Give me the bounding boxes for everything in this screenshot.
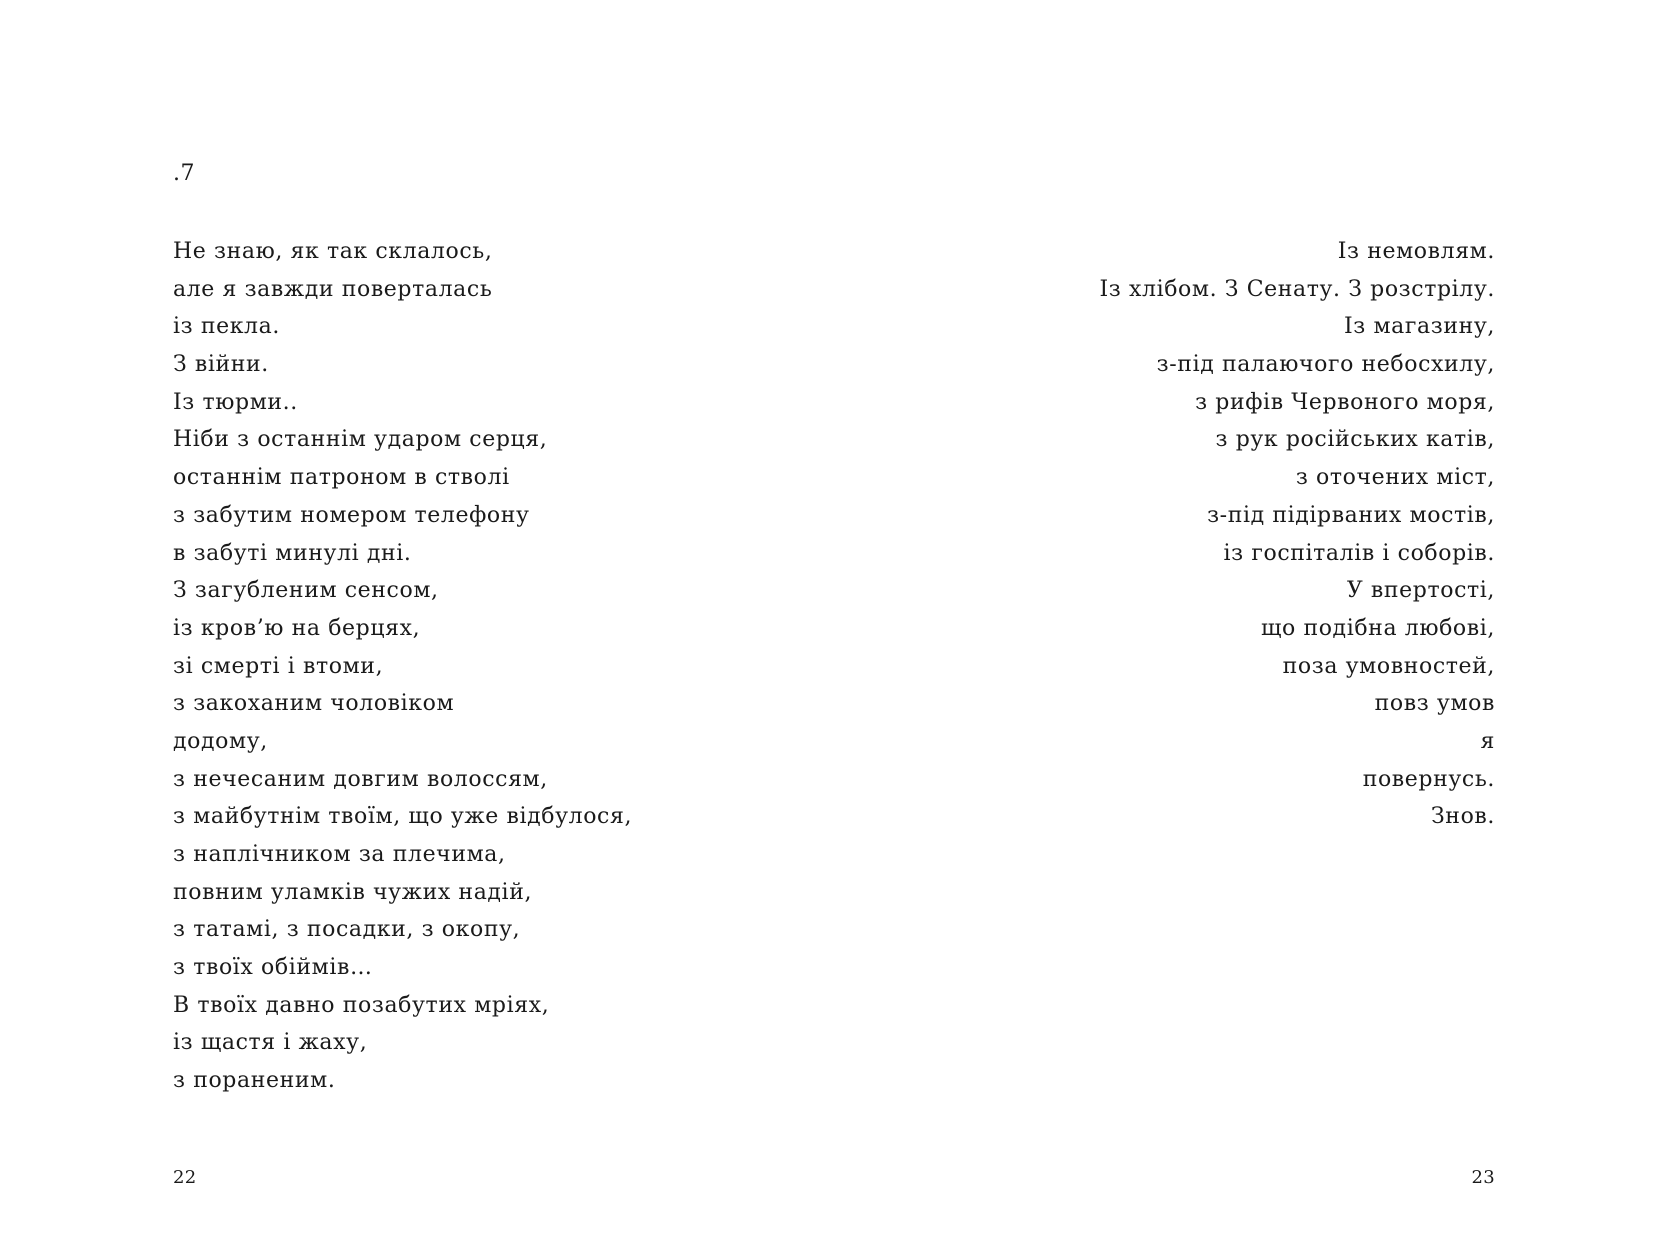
verse-line: Знов. [1431,804,1495,830]
verse-line: з рифів Червоного моря, [1195,389,1495,415]
poem-number: .7 [173,161,195,186]
verse-line: повз умов [1374,691,1495,717]
verse-line: з-під підірваних мостів, [1207,502,1495,528]
verse-line: з-під палаючого небосхилу, [1156,352,1495,378]
verse-line: Із тюрми.. [173,389,298,415]
verse-line: з оточених міст, [1295,465,1495,491]
verse-line: в забуті минулі дні. [173,540,412,566]
verse-line: з закоханим чоловіком [173,691,455,717]
verse-line: із пекла. [173,314,280,340]
right-page-verses [1100,233,1495,836]
verse-line: я [1480,728,1495,754]
verse-line: з рук російських катів, [1215,427,1495,453]
verse-line: з татамі, з посадки, з окопу, [173,917,521,943]
verse-line: з забутим номером телефону [173,502,530,528]
verse-line: Із немовлям. [1337,239,1495,264]
verse-line: що подібна любові, [1260,615,1495,641]
verse-line: З загубленим сенсом, [173,578,439,604]
verse-line: зі смерті і втоми, [173,653,384,679]
verse-line: але я завжди поверталась [173,276,493,302]
page-number-left: 22 [173,1167,197,1188]
verse-line: із госпіталів і соборів. [1223,540,1495,566]
verse-line: із щастя і жаху, [173,1030,368,1056]
verse-line: Ніби з останнім ударом серця, [173,427,548,453]
verse-line: З війни. [173,352,269,378]
verse-line: В твоїх давно позабутих мріях, [173,992,550,1018]
verse-line: Із магазину, [1343,314,1495,340]
verse-line: повернусь. [1362,766,1495,792]
verse-line: з твоїх обіймів… [173,955,373,981]
verse-line: з наплічником за плечима, [173,842,506,867]
verse-line: із кров’ю на берцях, [173,615,421,641]
verse-line: з пораненим. [173,1068,336,1094]
verse-line: У впертості, [1346,578,1495,604]
left-page-verses [173,233,632,1100]
verse-line: додому, [173,728,268,754]
verse-line: Не знаю, як так склалось, [173,239,493,264]
verse-line: Із хлібом. З Сенату. З розстрілу. [1099,276,1495,302]
verse-line: повним уламків чужих надій, [173,879,533,905]
page-number-right: 23 [1471,1167,1495,1188]
verse-line: з нечесаним довгим волоссям, [173,766,548,792]
verse-line: останнім патроном в стволі [173,465,510,491]
verse-line: з майбутнім твоїм, що уже відбулося, [173,804,633,830]
verse-line: поза умовностей, [1282,653,1495,679]
